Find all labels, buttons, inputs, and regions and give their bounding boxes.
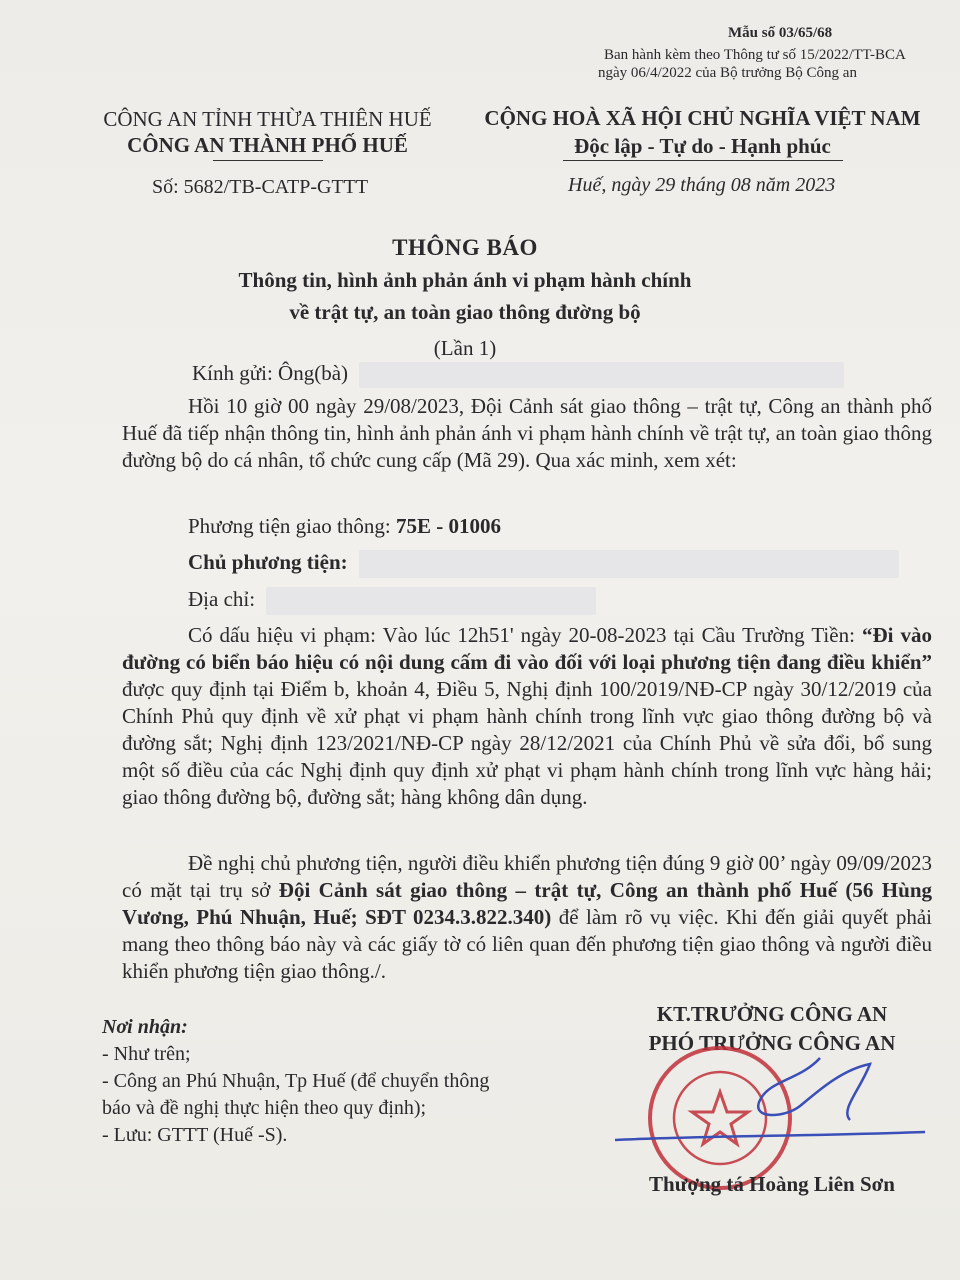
form-code <box>728 24 832 43</box>
notice-subtitle-2: về trật tự, an toàn giao thông đường bộ <box>289 300 641 324</box>
redacted-owner <box>359 550 899 578</box>
handwritten-signature <box>610 1040 930 1160</box>
request-paragraph <box>122 850 932 985</box>
vehicle-plate: 75E - 01006 <box>395 514 501 538</box>
violation-intro: Có dấu hiệu vi phạm: Vào lúc 12h51' ngày 20-08-2023 tại Cầu Trường Tiền: <box>188 623 855 647</box>
notice-title-block <box>150 232 780 364</box>
reference-number: Số: 5682/TB-CATP-GTTT <box>152 176 369 198</box>
request-text-b: để làm rõ vụ việc. Khi đến giải quyết phải mang theo thông báo này và các giấy tờ có liên quan đến phương tiện giao thông và người điều khiển phương tiện giao thông./. <box>122 905 932 983</box>
recipient-item-2a: - Công an Phú Nhuận, Tp Huế (để chuyển thông <box>102 1070 490 1092</box>
redacted-address <box>266 587 596 615</box>
motto-underline <box>563 160 843 161</box>
signature-stroke-1 <box>758 1058 870 1120</box>
address-label: Địa chỉ: <box>188 587 256 611</box>
national-header <box>475 104 930 161</box>
notice-subtitle-1: Thông tin, hình ảnh phản ánh vi phạm hành chính <box>238 268 692 292</box>
owner-row <box>188 549 899 578</box>
address-row <box>188 586 596 615</box>
redacted-recipient <box>359 362 844 388</box>
intro-paragraph: Hồi 10 giờ 00 ngày 29/08/2023, Đội Cảnh sát giao thông – trật tự, Công an thành phố Huế đã tiếp nhận thông tin, hình ảnh phản ánh vi phạm hành chính về trật tự, an toàn giao thông đường bộ do cá nhân, tổ chức cung cấp (Mã 29). Qua xác minh, xem xét: <box>122 394 932 472</box>
violation-legal-basis: được quy định tại Điểm b, khoản 4, Điều 5, Nghị định 100/2019/NĐ-CP ngày 30/12/2019 của Chính Phủ quy định về xử phạt vi phạm hành chính trong lĩnh vực giao thông đường bộ và đường sắt; Nghị định 123/2021/NĐ-CP ngày 28/12/2021 của Chính Phủ về sửa đổi, bổ sung một số điều của các Nghị định quy định xử phạt vi phạm hành chính trong lĩnh vực hàng hải; giao thông đường bộ, đường sắt; hàng không dân dụng. <box>122 677 932 809</box>
recipient-item-2b: báo và đề nghị thực hiện theo quy định); <box>102 1097 427 1119</box>
parent-agency: CÔNG AN TỈNH THỪA THIÊN HUẾ <box>103 107 432 131</box>
vehicle-label: Phương tiện giao thông: <box>188 514 391 538</box>
dateline: Huế, ngày 29 tháng 08 năm 2023 <box>568 174 836 196</box>
signer-name: Thượng tá Hoàng Liên Sơn <box>649 1172 895 1196</box>
issuing-agency <box>95 106 440 161</box>
request-text-a: Đề nghị chủ phương tiện, người điều khiển phương tiện đúng 9 giờ 00’ ngày 09/09/2023 có mặt tại trụ sở <box>122 851 932 902</box>
signer-title-1: KT.TRƯỞNG CÔNG AN <box>656 1002 888 1026</box>
notice-round: (Lần 1) <box>433 336 497 360</box>
agency-name: CÔNG AN THÀNH PHỐ HUẾ <box>127 133 408 157</box>
salutation-label: Kính gửi: Ông(bà) <box>192 361 349 385</box>
owner-label: Chủ phương tiện: <box>188 550 348 574</box>
notice-title: THÔNG BÁO <box>392 235 538 260</box>
issued-line-1: Ban hành kèm theo Thông tư số 15/2022/TT-BCA <box>604 47 906 63</box>
recipient-item-1: - Như trên; <box>102 1043 191 1065</box>
recipients-block <box>102 1014 489 1149</box>
violation-description: “Đi vào đường có biển báo hiệu có nội dung cấm đi vào đối với loại phương tiện đang điều khiển” <box>122 623 933 674</box>
signer-title-2: PHÓ TRƯỞNG CÔNG AN <box>648 1031 896 1055</box>
national-motto: Độc lập - Tự do - Hạnh phúc <box>574 134 831 158</box>
recipients-heading: Nơi nhận: <box>102 1016 188 1038</box>
issued-line-2: ngày 06/4/2022 của Bộ trưởng Bộ Công an <box>598 65 857 81</box>
salutation <box>192 360 844 388</box>
vehicle-row <box>188 513 501 540</box>
request-office: Đội Cảnh sát giao thông – trật tự, Công an thành phố Huế (56 Hùng Vương, Phú Nhuận, Huế; SĐT 0234.3.822.340) <box>122 878 932 929</box>
violation-paragraph <box>122 622 932 811</box>
agency-underline <box>213 160 323 161</box>
country-name: CỘNG HOÀ XÃ HỘI CHỦ NGHĨA VIỆT NAM <box>484 106 921 130</box>
form-code-text: Mẫu số 03/65/68 <box>728 25 833 41</box>
recipient-item-3: - Lưu: GTTT (Huế -S). <box>102 1124 288 1146</box>
signature-stroke-2 <box>615 1132 925 1140</box>
